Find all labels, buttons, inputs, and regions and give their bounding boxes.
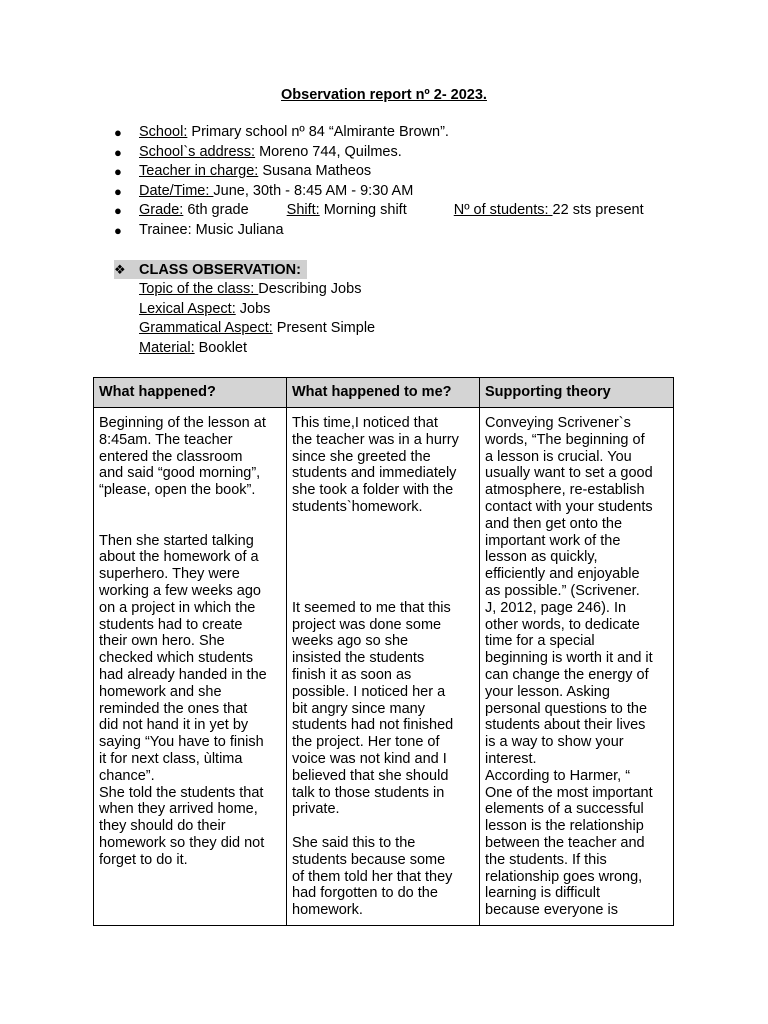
cell-text-line: private. [292,801,340,818]
cell-text-line: lesson is the relationship [485,818,644,835]
cell-text-line: J, 2012, page 246). In [485,599,627,616]
address-item [114,143,644,163]
date-item [114,182,644,202]
cell-text-line: since she greeted the [292,448,431,465]
bullet-icon: ● [114,203,122,218]
cell-text-line: as possible.” (Scrivener. [485,582,640,599]
shift-value: Morning shift [319,202,407,218]
cell-text-line: can change the energy of [485,666,649,683]
cell-text-line: One of the most important [485,784,653,801]
cell-text-line: project was done some [292,616,442,633]
topic-label: Topic of the class: [139,281,259,297]
cell-text-line: voice was not kind and I [292,750,447,767]
cell-text-line: the students. If this [485,851,607,868]
lexical-label: Lexical Aspect: [139,300,236,317]
cell-text-line: students and immediately [292,465,457,482]
cell-text-line: is a way to show your [485,734,624,751]
school-info-list [114,123,644,240]
teacher-value: Susana Matheos [258,163,372,179]
cell-text-line: they should do their [99,818,226,835]
teacher-item [114,162,644,182]
cell-text-line: on a project in which the [99,599,256,616]
cell-text-line: “please, open the book”. [99,482,256,499]
cell-text-line: weeks ago so she [292,633,409,650]
material-value: Booklet [194,339,248,356]
topic-line [139,280,375,300]
cell-what-happened-to-me [287,408,480,926]
cell-text-line: possible. I noticed her a [292,683,446,700]
header-what-happened: What happened? [94,378,287,408]
cell-text-line: important work of the [485,532,621,549]
cell-text-line: your lesson. Asking [485,683,610,700]
cell-text-line: it for next class, ùltima [99,750,243,767]
cell-text-line: the teacher was in a hurry [292,431,459,448]
cell-text-line: interest. [485,750,537,767]
lexical-value: Jobs [235,300,271,317]
report-title: Observation report nº 2- 2023. [281,87,487,103]
cell-text-line: It seemed to me that this [292,599,451,616]
cell-text-line: checked which students [99,650,253,667]
cell-text-line: Beginning of the lesson at [99,415,266,431]
cell-text-line: personal questions to the [485,700,648,717]
shift-label: Shift: [286,202,320,218]
cell-text-line: bit angry since many [292,700,425,717]
bullet-icon: ● [114,125,122,140]
table-header-row [94,378,674,408]
cell-text-line: She said this to the [292,834,416,851]
observation-table [93,377,674,926]
diamond-bullet-icon: ❖ [114,262,126,277]
cell-text-line: usually want to set a good [485,465,653,482]
cell-text-line: about the homework of a [99,549,259,566]
cell-text-line: she took a folder with the [292,482,454,499]
cell-text-line: finish it as soon as [292,666,412,683]
school-value: Primary school nº 84 “Almirante Brown”. [187,124,449,140]
header-supporting-theory: Supporting theory [480,378,674,408]
cell-text-line: homework and she [99,683,222,700]
cell-text-line: forget to do it. [99,851,188,868]
cell-text-line: atmosphere, re-establish [485,482,645,499]
cell-text-line: contact with your students [485,498,653,515]
cell-text-line: 8:45am. The teacher [99,431,233,448]
cell-text-line: did not hand it in yet by [99,717,249,734]
cell-text-line: learning is difficult [485,885,600,902]
cell-text-line: between the teacher and [485,834,645,851]
cell-text-line: students had not finished [292,717,454,734]
cell-text-line: believed that she should [292,767,449,784]
cell-text-line: relationship goes wrong, [485,868,643,885]
lexical-line [139,300,375,320]
cell-text-line: lesson as quickly, [485,549,598,566]
cell-text-line: This time,I noticed that [292,415,438,431]
grade-label: Grade: [139,202,184,218]
cell-text-line: and then get onto the [485,515,623,532]
cell-text-line: elements of a successful [485,801,644,818]
class-observation-heading [114,260,307,279]
cell-text-line: homework so they did not [99,834,265,851]
material-label: Material: [139,339,195,356]
cell-supporting-theory [480,408,674,926]
students-value: 22 sts present [552,202,644,218]
grammatical-label: Grammatical Aspect: [139,320,273,336]
bullet-icon: ● [114,144,122,160]
grade-value: 6th grade [183,202,249,218]
cell-text-line: words, “The beginning of [485,431,645,448]
topic-value: Describing Jobs [258,281,362,297]
trainee-value: Trainee: Music Juliana [139,221,284,238]
bullet-icon: ● [114,183,122,199]
cell-text-line: According to Harmer, “ [485,767,631,784]
address-label: School`s address: [139,143,256,160]
date-value: June, 30th - 8:45 AM - 9:30 AM [213,182,414,199]
material-line [139,339,375,359]
grammatical-value: Present Simple [272,320,376,336]
cell-text-line: other words, to dedicate [485,616,640,633]
school-item [114,123,644,143]
cell-text-line: chance”. [99,767,155,784]
cell-text-line: saying “You have to finish [99,734,264,751]
date-label: Date/Time: [139,182,214,199]
address-value: Moreno 744, Quilmes. [255,143,402,160]
cell-text-line: had forgotten to do the [292,885,438,902]
cell-text-line: a lesson is crucial. You [485,448,632,465]
table-row [94,408,674,926]
cell-text-line: Then she started talking [99,532,254,549]
cell-text-line: their own hero. She [99,633,225,650]
cell-text-line: had already handed in the [99,666,267,683]
cell-text-line: Conveying Scrivener`s [485,415,631,431]
cell-text-line: when they arrived home, [99,801,258,818]
cell-text-line: homework. [292,902,363,919]
cell-what-happened [94,408,287,926]
cell-text-line: talk to those students in [292,784,445,801]
cell-text-line: working a few weeks ago [99,582,261,599]
school-label: School: [139,124,188,140]
teacher-label: Teacher in charge: [139,163,259,179]
trainee-item [114,221,644,241]
cell-text-line: students`homework. [292,498,423,515]
cell-text-line: students because some [292,851,446,868]
class-observation-title: CLASS OBSERVATION: [139,262,301,278]
bullet-icon: ● [114,164,122,179]
cell-text-line: and said “good morning”, [99,465,261,482]
grammatical-line [139,319,375,339]
cell-text-line: entered the classroom [99,448,243,465]
cell-text-line: of them told her that they [292,868,453,885]
cell-text-line: time for a special [485,633,595,650]
cell-text-line: efficiently and enjoyable [485,566,640,583]
cell-text-line: because everyone is [485,902,618,919]
class-observation-details [139,280,375,358]
cell-text-line: students had to create [99,616,243,633]
cell-text-line: superhero. They were [99,566,240,583]
cell-text-line: the project. Her tone of [292,734,440,751]
bullet-icon: ● [114,222,122,238]
cell-text-line: reminded the ones that [99,700,248,717]
cell-text-line: beginning is worth it and it [485,650,653,667]
grade-item [114,201,644,221]
header-what-happened-to-me: What happened to me? [287,378,480,408]
students-label: Nº of students: [453,202,553,218]
cell-text-line: insisted the students [292,650,425,667]
cell-text-line: students about their lives [485,717,646,734]
cell-text-line: She told the students that [99,784,264,801]
